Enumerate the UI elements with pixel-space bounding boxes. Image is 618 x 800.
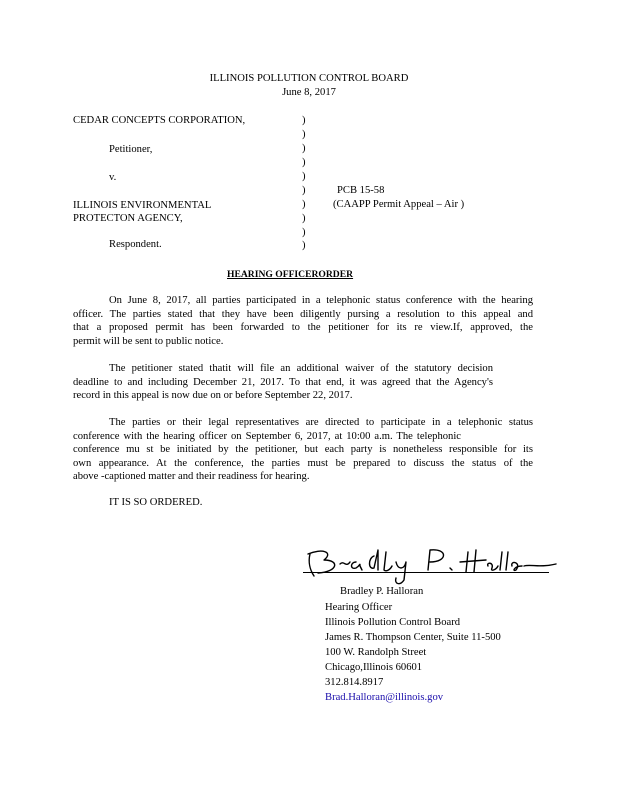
paragraph-line: record in this appeal is now due on or before September 22, 2017. [73,390,353,402]
signer-city: Chicago,Illinois 60601 [325,662,423,673]
paragraph-line: officer. The parties stated that they have been diligently pursing a resolution to this appeal and [73,308,533,320]
closing-statement: IT IS SO ORDERED. [109,497,203,508]
signer-address-line2: 100 W. Randolph Street [325,647,427,658]
caption-paren: ) [302,171,306,182]
respondent-role: Respondent. [109,239,162,250]
respondent-name-line2: PROTECTON AGENCY, [73,213,183,224]
caption-paren: ) [302,199,306,210]
case-type: (CAAPP Permit Appeal – Air ) [333,199,465,210]
paragraph-line: The petitioner stated thatit will file an additional waiver of the statutory decision [109,363,493,374]
petitioner-name: CEDAR CONCEPTS CORPORATION, [73,115,246,126]
caption-paren: ) [302,143,306,154]
paragraph-line: own appearance. At the conference, the parties must be prepared to discuss the status of the [73,457,533,469]
caption-paren: ) [302,213,306,224]
handwritten-signature [300,540,560,588]
caption-paren: ) [302,185,306,196]
signature-line [303,572,549,573]
signer-organization: Illinois Pollution Control Board [325,617,461,628]
caption-paren: ) [302,240,306,251]
signer-email-link[interactable]: Brad.Halloran@illinois.gov [325,692,444,703]
body-paragraph [73,362,493,403]
paragraph-line: above -captioned matter and their readiness for hearing. [73,471,310,483]
caption-paren: ) [302,227,306,238]
caption-paren: ) [302,115,306,126]
caption-paren: ) [302,157,306,168]
caption-paren: ) [302,129,306,140]
signer-phone: 312.814.8917 [325,677,384,688]
case-number: PCB 15-58 [337,185,385,196]
signer-address-line1: James R. Thompson Center, Suite 11-500 [325,632,501,643]
paragraph-line: permit will be sent to public notice. [73,335,224,347]
versus: v. [109,172,117,183]
document-title: HEARING OFFICERORDER [227,269,354,280]
body-paragraph [73,294,533,348]
order-date: June 8, 2017 [282,87,336,98]
paragraph-line: On June 8, 2017, all parties participated in a telephonic status conference with the hearing [109,295,533,306]
paragraph-line: conference mu st be initiated by the petitioner, but each party is nonetheless responsible for its [73,444,533,456]
paragraph-line: deadline to and including December 21, 2017. To that end, it was agreed that the Agency's [73,376,493,388]
body-paragraph [73,416,533,484]
paragraph-line: The parties or their legal representatives are directed to participate in a telephonic status [109,417,533,428]
agency-heading: ILLINOIS POLLUTION CONTROL BOARD [209,73,409,84]
respondent-name-line1: ILLINOIS ENVIRONMENTAL [73,200,212,211]
petitioner-role: Petitioner, [109,144,153,155]
paragraph-line: that a proposed permit has been forwarded to the petitioner for its re view.If, approved, the [73,322,533,334]
signer-title: Hearing Officer [325,602,393,613]
signer-name: Bradley P. Halloran [340,586,424,597]
paragraph-line: conference with the hearing officer on September 6, 2017, at 10:00 a.m. The telephonic [73,430,461,442]
